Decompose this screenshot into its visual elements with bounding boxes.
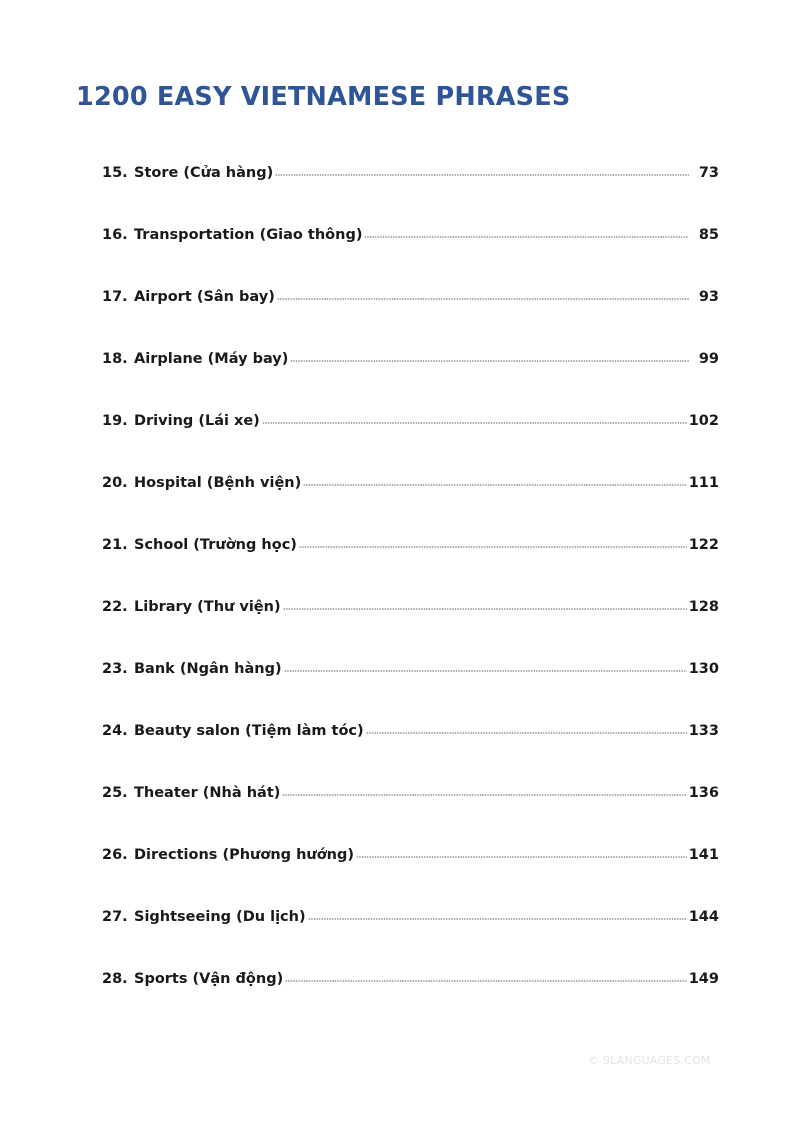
toc-entry-page-number: 73: [698, 165, 719, 181]
toc-entry-label: School (Trường học): [134, 537, 297, 553]
toc-entry-label: Directions (Phương hướng): [134, 847, 354, 863]
toc-entry-page-number: 141: [688, 847, 719, 863]
toc-entry-label: Driving (Lái xe): [134, 413, 260, 429]
dot-leader: [284, 670, 687, 672]
toc-entry-page-number: 111: [688, 475, 719, 491]
toc-entry-page-number: 130: [688, 661, 719, 677]
toc-entry-page-number: 136: [688, 785, 719, 801]
toc-entry-page-number: 128: [688, 599, 719, 615]
toc-entry-page-number: 102: [688, 413, 719, 429]
dot-leader: [303, 484, 686, 486]
toc-entry-label: Bank (Ngân hàng): [134, 661, 282, 677]
toc-entry-number: 17.: [102, 289, 128, 305]
toc-entry-number: 27.: [102, 909, 128, 925]
toc-entry-store[interactable]: [102, 158, 719, 220]
toc-entry-bank[interactable]: [102, 654, 719, 716]
page-title: 1200 EASY VIETNAMESE PHRASES: [76, 82, 571, 112]
toc-entry-page-number: 144: [688, 909, 719, 925]
toc-entry-driving[interactable]: [102, 406, 719, 468]
toc-entry-label: Theater (Nhà hát): [134, 785, 281, 801]
dot-leader: [285, 980, 686, 982]
toc-entry-page-number: 133: [688, 723, 719, 739]
toc-entry-number: 15.: [102, 165, 128, 181]
toc-entry-theater[interactable]: [102, 778, 719, 840]
toc-entry-number: 21.: [102, 537, 128, 553]
toc-entry-label: Store (Cửa hàng): [134, 165, 274, 181]
toc-entry-number: 26.: [102, 847, 128, 863]
toc-entry-number: 22.: [102, 599, 128, 615]
dot-leader: [364, 236, 688, 238]
toc-entry-number: 16.: [102, 227, 128, 243]
toc-entry-number: 19.: [102, 413, 128, 429]
toc-entry-number: 28.: [102, 971, 128, 987]
toc-entry-beauty-salon[interactable]: [102, 716, 719, 778]
toc-entry-sightseeing[interactable]: [102, 902, 719, 964]
toc-entry-label: Hospital (Bệnh viện): [134, 475, 302, 491]
toc-entry-page-number: 122: [688, 537, 719, 553]
toc-entry-number: 20.: [102, 475, 128, 491]
toc-entry-label: Beauty salon (Tiệm làm tóc): [134, 723, 364, 739]
dot-leader: [262, 422, 687, 424]
toc-entry-airplane[interactable]: [102, 344, 719, 406]
dot-leader: [299, 546, 687, 548]
toc-entry-number: 25.: [102, 785, 128, 801]
toc-entry-sports[interactable]: [102, 964, 719, 1026]
dot-leader: [275, 174, 689, 176]
toc-entry-label: Sports (Vận động): [134, 971, 284, 987]
toc-entry-page-number: 99: [698, 351, 719, 367]
toc-entry-page-number: 149: [688, 971, 719, 987]
toc-entry-number: 23.: [102, 661, 128, 677]
toc-entry-label: Airport (Sân bay): [134, 289, 275, 305]
toc-entry-library[interactable]: [102, 592, 719, 654]
table-of-contents: [102, 158, 719, 1026]
toc-entry-directions[interactable]: [102, 840, 719, 902]
watermark: © 9LANGUAGES.COM: [588, 1054, 711, 1067]
dot-leader: [366, 732, 687, 734]
dot-leader: [290, 360, 688, 362]
toc-entry-number: 18.: [102, 351, 128, 367]
toc-entry-hospital[interactable]: [102, 468, 719, 530]
toc-entry-label: Sightseeing (Du lịch): [134, 909, 306, 925]
toc-entry-label: Transportation (Giao thông): [134, 227, 363, 243]
dot-leader: [283, 608, 687, 610]
toc-entry-school[interactable]: [102, 530, 719, 592]
dot-leader: [356, 856, 687, 858]
dot-leader: [277, 298, 689, 300]
toc-entry-airport[interactable]: [102, 282, 719, 344]
dot-leader: [308, 918, 687, 920]
toc-entry-number: 24.: [102, 723, 128, 739]
dot-leader: [282, 794, 686, 796]
toc-entry-page-number: 93: [698, 289, 719, 305]
toc-entry-page-number: 85: [698, 227, 719, 243]
toc-entry-label: Airplane (Máy bay): [134, 351, 289, 367]
toc-entry-transportation[interactable]: [102, 220, 719, 282]
toc-entry-label: Library (Thư viện): [134, 599, 281, 615]
